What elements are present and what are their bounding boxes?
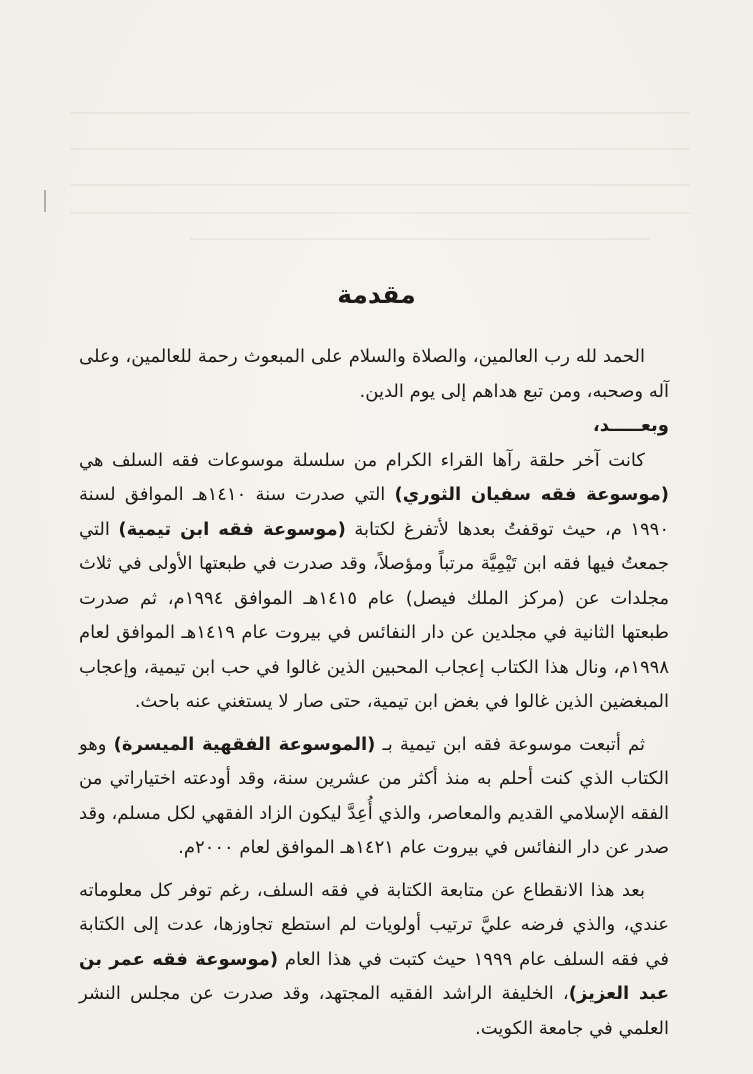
page-mark [44,190,46,212]
section-heading: وبعـــــد، [592,415,669,436]
text-run: كانت آخر حلقة رآها القراء الكرام من سلسلة موسوعات فقه السلف هي [79,449,645,471]
bleed-through-line [70,112,690,114]
text-run: التي جمعتُ فيها فقه ابن تَيْمِيَّة مرتباً ومؤصلاً، وقد صدرت في طبعتها الأولى في ثلاث مجلدات عن (مركز الملك فيصل) عام ١٤١٥هـ الموافق ١٩٩٤م، ثم صدرت طبعتها الثانية في مجلدين عن دار النفائس في بيروت عام ١٤١٩هـ الموافق لعام ١٩٩٨م، ونال هذا الكتاب إعجاب المحبين الذين غالوا في حب ابن تيمية، وإعجاب المبغضين الذين غالوا في بغض ابن تيمية، حتى صار لا يستغني عنه باحث. [79,518,669,712]
bleed-through-line [70,212,690,214]
paragraph-1 [79,444,669,720]
text-run: وهو الكتاب الذي كنت أحلم به منذ أكثر من عشرين سنة، وقد أودعته اختياراتي من الفقه الإسلامي القديم والمعاصر، والذي أُعِدَّ ليكون الزاد الفقهي لكل مسلم، وقد صدر عن دار النفائس في بيروت عام ١٤٢١هـ الموافق لعام ٢٠٠٠م. [79,733,669,858]
text-run: ثم أتبعت موسوعة فقه ابن تيمية بـ [375,733,645,755]
paragraph-2 [79,728,669,866]
paragraph-opening: الحمد لله رب العالمين، والصلاة والسلام على المبعوث رحمة للعالمين، وعلى آله وصحبه، ومن تبع هداهم إلى يوم الدين. [79,346,669,402]
bleed-through-line [190,238,650,240]
paragraph-3 [79,874,669,1047]
book-title: (موسوعة فقه عمر بن عبد العزيز) [79,948,669,1004]
text-run: بعد هذا الانقطاع عن متابعة الكتابة في فقه السلف، رغم توفر كل معلوماته عندي، والذي فرضه عليَّ ترتيب أولويات لم استطع تجاوزها، عدت إلى الكتابة في فقه السلف عام ١٩٩٩ حيث كتبت في هذا العام [79,879,669,970]
book-title: (موسوعة فقه سفيان الثوري) [394,484,670,505]
book-title: (الموسوعة الفقهية الميسرة) [113,733,376,755]
bleed-through-line [70,184,690,186]
text-run: ، الخليفة الراشد الفقيه المجتهد، وقد صدرت عن مجلس النشر العلمي في جامعة الكويت. [79,983,669,1039]
body-text [79,340,669,1046]
page-title: مقدمة [337,280,416,309]
text-run: التي صدرت سنة ١٤١٠هـ الموافق لسنة ١٩٩٠ م، حيث توقفتُ بعدها لأتفرغ لكتابة [79,484,669,540]
book-title: (موسوعة فقه ابن تيمية) [118,518,346,540]
bleed-through-line [70,148,690,150]
